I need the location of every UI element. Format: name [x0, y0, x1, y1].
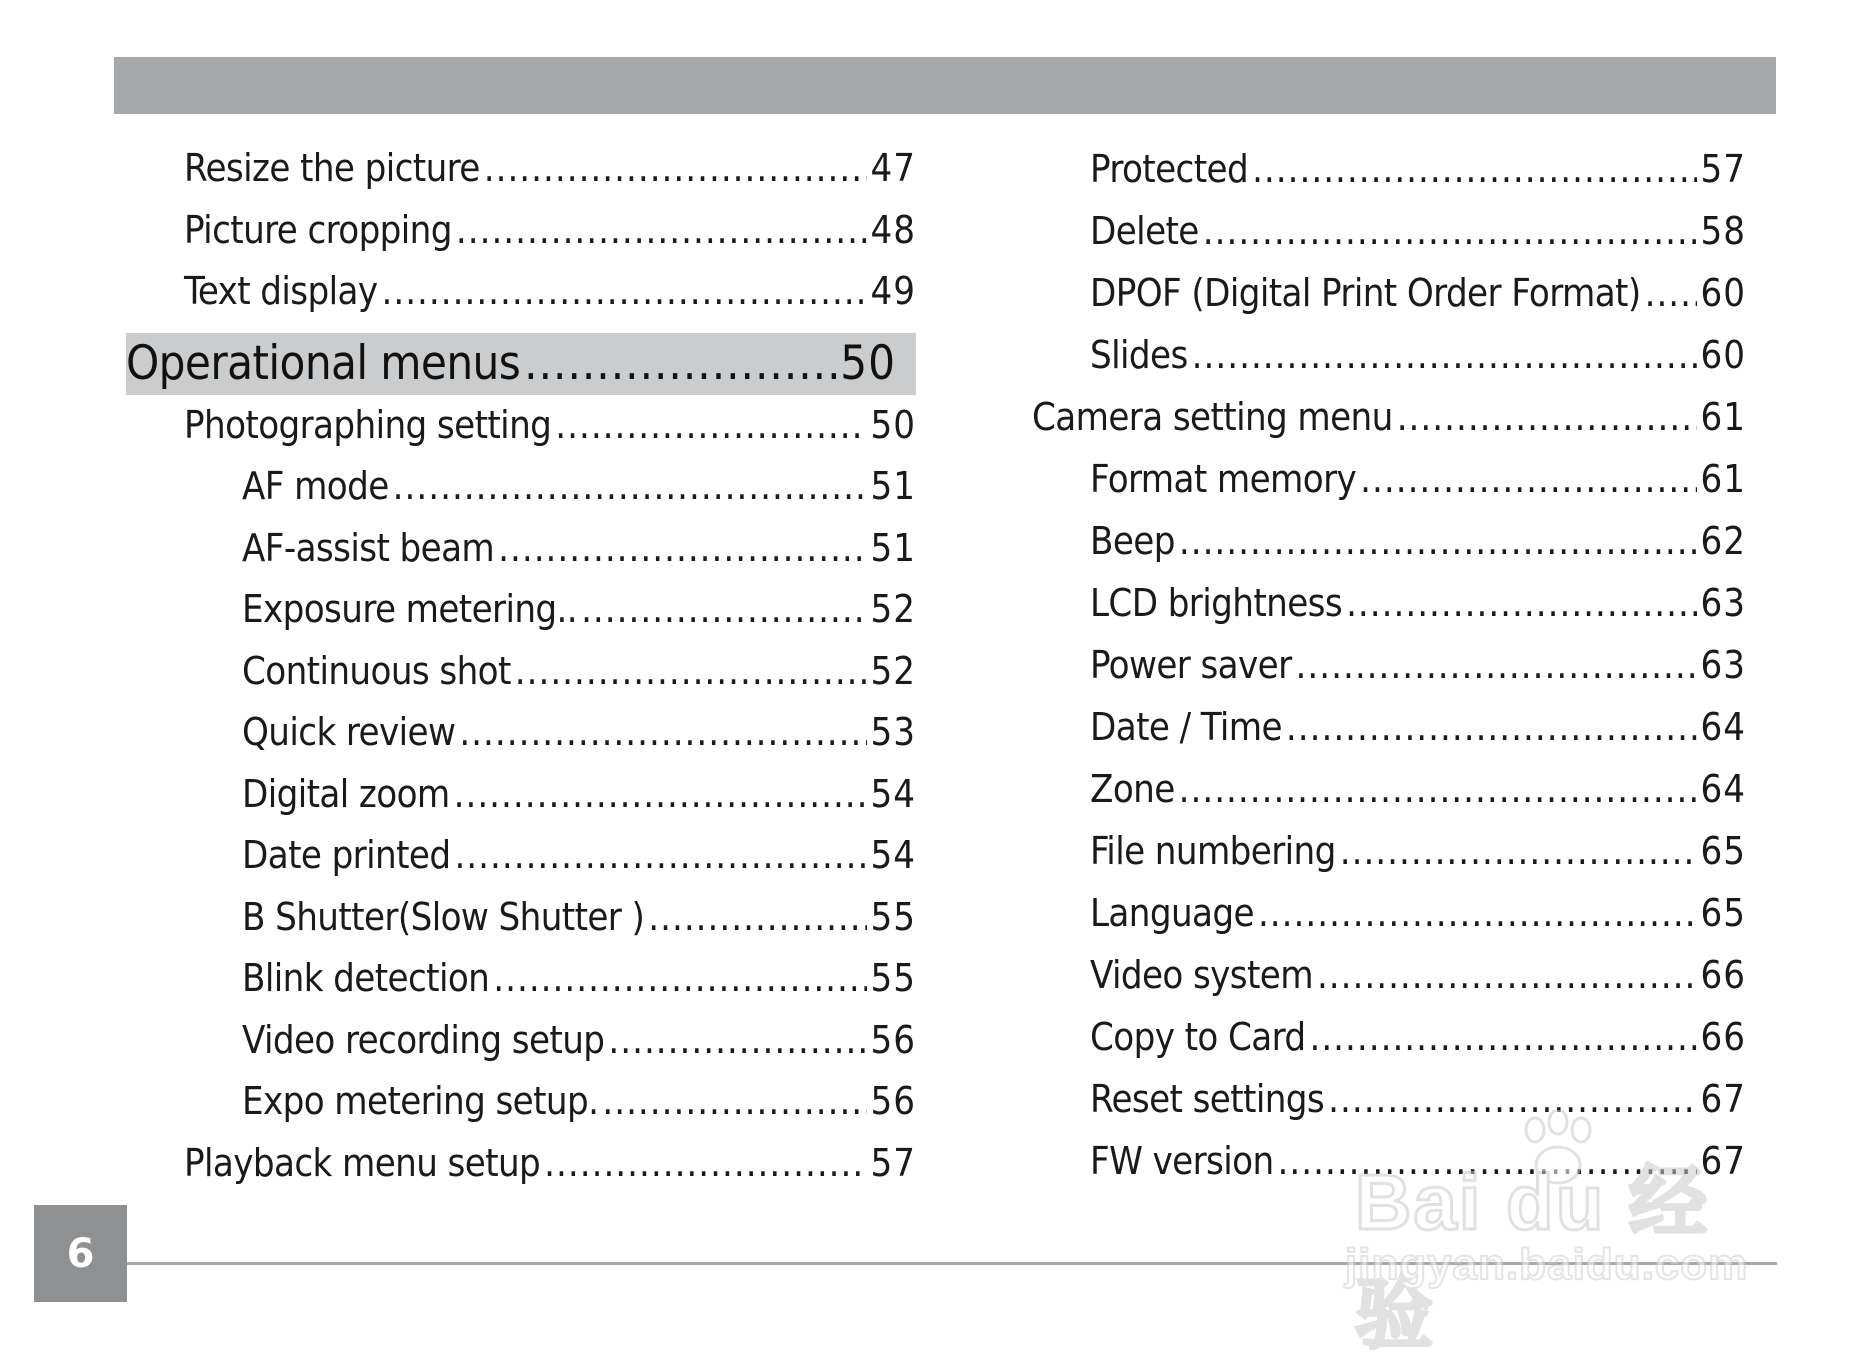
toc-leader-dots: [524, 333, 836, 395]
toc-entry-page: 60: [1700, 271, 1746, 315]
toc-entry-title: Camera setting menu: [1032, 395, 1393, 439]
toc-leader-dots: [493, 948, 866, 1010]
page-number: 6: [66, 1230, 95, 1277]
toc-entry-page: 66: [1700, 953, 1746, 997]
toc-entry-page: 65: [1700, 829, 1746, 873]
toc-entry-title: Blink detection: [242, 956, 490, 1000]
toc-entry-page: 56: [870, 1017, 916, 1062]
toc-leader-dots: [1179, 758, 1697, 820]
toc-entry-title: AF mode: [242, 464, 389, 508]
toc-entry-page: 64: [1700, 767, 1746, 811]
toc-entry[interactable]: [126, 641, 916, 703]
toc-entry[interactable]: [1026, 386, 1746, 448]
toc-entry-title: Video system: [1090, 953, 1313, 997]
toc-entry-title: Digital zoom: [242, 771, 450, 816]
toc-entry-page: 51: [870, 525, 916, 570]
toc-leader-dots: [544, 1133, 866, 1195]
toc-entry-page: 63: [1700, 643, 1746, 687]
toc-entry[interactable]: [1026, 1006, 1746, 1068]
toc-entry-title: Text display: [184, 269, 378, 313]
toc-entry[interactable]: [1026, 572, 1746, 634]
toc-entry-title: Date printed: [242, 833, 451, 877]
toc-entry[interactable]: [1026, 696, 1746, 758]
toc-entry-title: File numbering: [1090, 829, 1336, 873]
toc-entry[interactable]: [126, 887, 916, 949]
watermark-main-text: Bai du 经验: [1355, 1158, 1710, 1358]
toc-entry[interactable]: [126, 200, 916, 262]
toc-leader-dots: [1309, 1006, 1696, 1068]
toc-entry[interactable]: [126, 825, 916, 887]
toc-entry[interactable]: [1026, 200, 1746, 262]
toc-entry-title: Protected: [1090, 147, 1249, 191]
toc-entry-title: Picture cropping: [184, 207, 452, 252]
toc-entry-page: 61: [1700, 395, 1746, 439]
toc-entry[interactable]: [126, 1010, 916, 1072]
toc-entry-title: Power saver: [1090, 643, 1292, 687]
toc-entry[interactable]: [1026, 324, 1746, 386]
toc-entry-title: LCD brightness: [1090, 581, 1343, 625]
toc-entry-title: Language: [1090, 891, 1254, 935]
toc-entry[interactable]: [126, 395, 916, 457]
toc-entry[interactable]: [126, 261, 916, 323]
toc-entry[interactable]: [126, 518, 916, 580]
header-bar: [114, 57, 1776, 114]
toc-entry-page: 54: [870, 833, 916, 877]
toc-entry[interactable]: [126, 456, 916, 518]
toc-entry-page: 57: [1700, 147, 1746, 191]
toc-entry-page: 58: [1700, 209, 1746, 253]
toc-leader-dots: [1645, 262, 1697, 324]
toc-left-column: [126, 138, 916, 1194]
watermark-sub-text: jingyan.baidu.com: [1345, 1240, 1749, 1289]
toc-leader-dots: [648, 887, 866, 949]
toc-leader-dots: [1296, 634, 1697, 696]
page-number-tab: [34, 1205, 127, 1302]
toc-entry-page: 55: [870, 956, 916, 1000]
toc-leader-dots: [1340, 820, 1697, 882]
toc-leader-dots: [1192, 324, 1697, 386]
toc-leader-dots: [1317, 944, 1697, 1006]
toc-leader-dots: [1346, 572, 1696, 634]
toc-entry-title: Resize the picture: [184, 146, 480, 190]
toc-leader-dots: [459, 702, 866, 764]
toc-leader-dots: [393, 456, 867, 518]
toc-leader-dots: [1286, 696, 1697, 758]
toc-entry-page: 55: [870, 894, 916, 939]
toc-leader-dots: [454, 825, 866, 887]
toc-entry-page: 64: [1700, 705, 1746, 749]
toc-entry-page: 63: [1700, 581, 1746, 625]
toc-entry[interactable]: [1026, 944, 1746, 1006]
toc-entry-page: 50: [870, 402, 916, 447]
toc-leader-dots: [515, 641, 867, 703]
toc-entry-page: 62: [1700, 519, 1746, 563]
toc-entry-title: Beep: [1090, 519, 1175, 563]
toc-entry[interactable]: [1026, 448, 1746, 510]
toc-entry-page: 60: [1700, 333, 1746, 377]
toc-entry-page: 54: [870, 771, 916, 816]
toc-entry-title: Copy to Card: [1090, 1015, 1306, 1059]
toc-entry-page: 67: [1700, 1077, 1746, 1121]
toc-entry-page: 67: [1700, 1139, 1746, 1183]
toc-entry[interactable]: [126, 948, 916, 1010]
toc-entry-title: Quick review: [242, 710, 456, 754]
toc-entry-title: Date / Time: [1090, 705, 1282, 749]
toc-entry-page: 56: [870, 1079, 916, 1123]
toc-section-page: 50: [840, 335, 896, 391]
toc-leader-dots: [1258, 882, 1697, 944]
toc-entry-title: Playback menu setup: [184, 1140, 541, 1185]
toc-entry-title: B Shutter(Slow Shutter ): [242, 894, 645, 939]
toc-entry[interactable]: [126, 764, 916, 826]
toc-entry-page: 49: [870, 269, 916, 313]
toc-entry-page: 52: [870, 648, 916, 693]
toc-entry-title: Delete: [1090, 209, 1199, 253]
toc-entry-title: Expo metering setup.: [242, 1079, 599, 1123]
toc-entry[interactable]: [126, 1133, 916, 1195]
toc-entry-page: 61: [1700, 457, 1746, 501]
toc-entry-title: FW version: [1090, 1139, 1274, 1183]
toc-leader-dots: [555, 395, 866, 457]
toc-leader-dots: [454, 764, 867, 826]
toc-entry-page: 57: [870, 1140, 916, 1185]
toc-entry[interactable]: [126, 138, 916, 200]
toc-leader-dots: [581, 579, 866, 641]
toc-leader-dots: [456, 200, 867, 262]
toc-entry[interactable]: [1026, 882, 1746, 944]
toc-entry[interactable]: [126, 702, 916, 764]
toc-entry-page: 48: [870, 207, 916, 252]
toc-section-heading[interactable]: [126, 333, 916, 395]
toc-entry-title: Photographing setting: [184, 402, 552, 447]
toc-leader-dots: [608, 1010, 866, 1072]
toc-entry[interactable]: [1026, 138, 1746, 200]
toc-entry-page: 65: [1700, 891, 1746, 935]
baidu-watermark: [1335, 1110, 1785, 1358]
toc-leader-dots: [602, 1071, 866, 1133]
toc-entry-page: 51: [870, 464, 916, 508]
toc-entry[interactable]: [1026, 262, 1746, 324]
toc-leader-dots: [498, 518, 866, 580]
toc-entry-title: Zone: [1090, 767, 1175, 811]
toc-entry-title: Slides: [1090, 333, 1188, 377]
toc-entry[interactable]: [1026, 758, 1746, 820]
toc-entry-title: Exposure metering..: [242, 587, 578, 631]
toc-entry-title: AF-assist beam: [242, 525, 495, 570]
toc-entry[interactable]: [1026, 510, 1746, 572]
toc-entry-title: Format memory: [1090, 457, 1357, 501]
toc-leader-dots: [381, 261, 866, 323]
toc-leader-dots: [1397, 386, 1697, 448]
toc-entry-title: DPOF (Digital Print Order Format): [1090, 271, 1641, 315]
toc-entry-title: Video recording setup: [242, 1017, 605, 1062]
toc-entry-title: Reset settings: [1090, 1077, 1325, 1121]
toc-entry[interactable]: [126, 579, 916, 641]
toc-entry-page: 53: [870, 710, 916, 754]
toc-entry-title: Continuous shot: [242, 648, 511, 693]
toc-section-title: Operational menus: [126, 335, 521, 391]
toc-entry[interactable]: [1026, 820, 1746, 882]
toc-entry[interactable]: [1026, 634, 1746, 696]
toc-entry-page: 47: [870, 146, 916, 190]
toc-leader-dots: [484, 138, 867, 200]
toc-entry-page: 66: [1700, 1015, 1746, 1059]
toc-right-column: [1026, 138, 1746, 1192]
toc-leader-dots: [1203, 200, 1697, 262]
toc-leader-dots: [1360, 448, 1696, 510]
toc-leader-dots: [1179, 510, 1697, 572]
toc-entry[interactable]: [126, 1071, 916, 1133]
toc-entry-page: 52: [870, 587, 916, 631]
toc-leader-dots: [1252, 138, 1696, 200]
